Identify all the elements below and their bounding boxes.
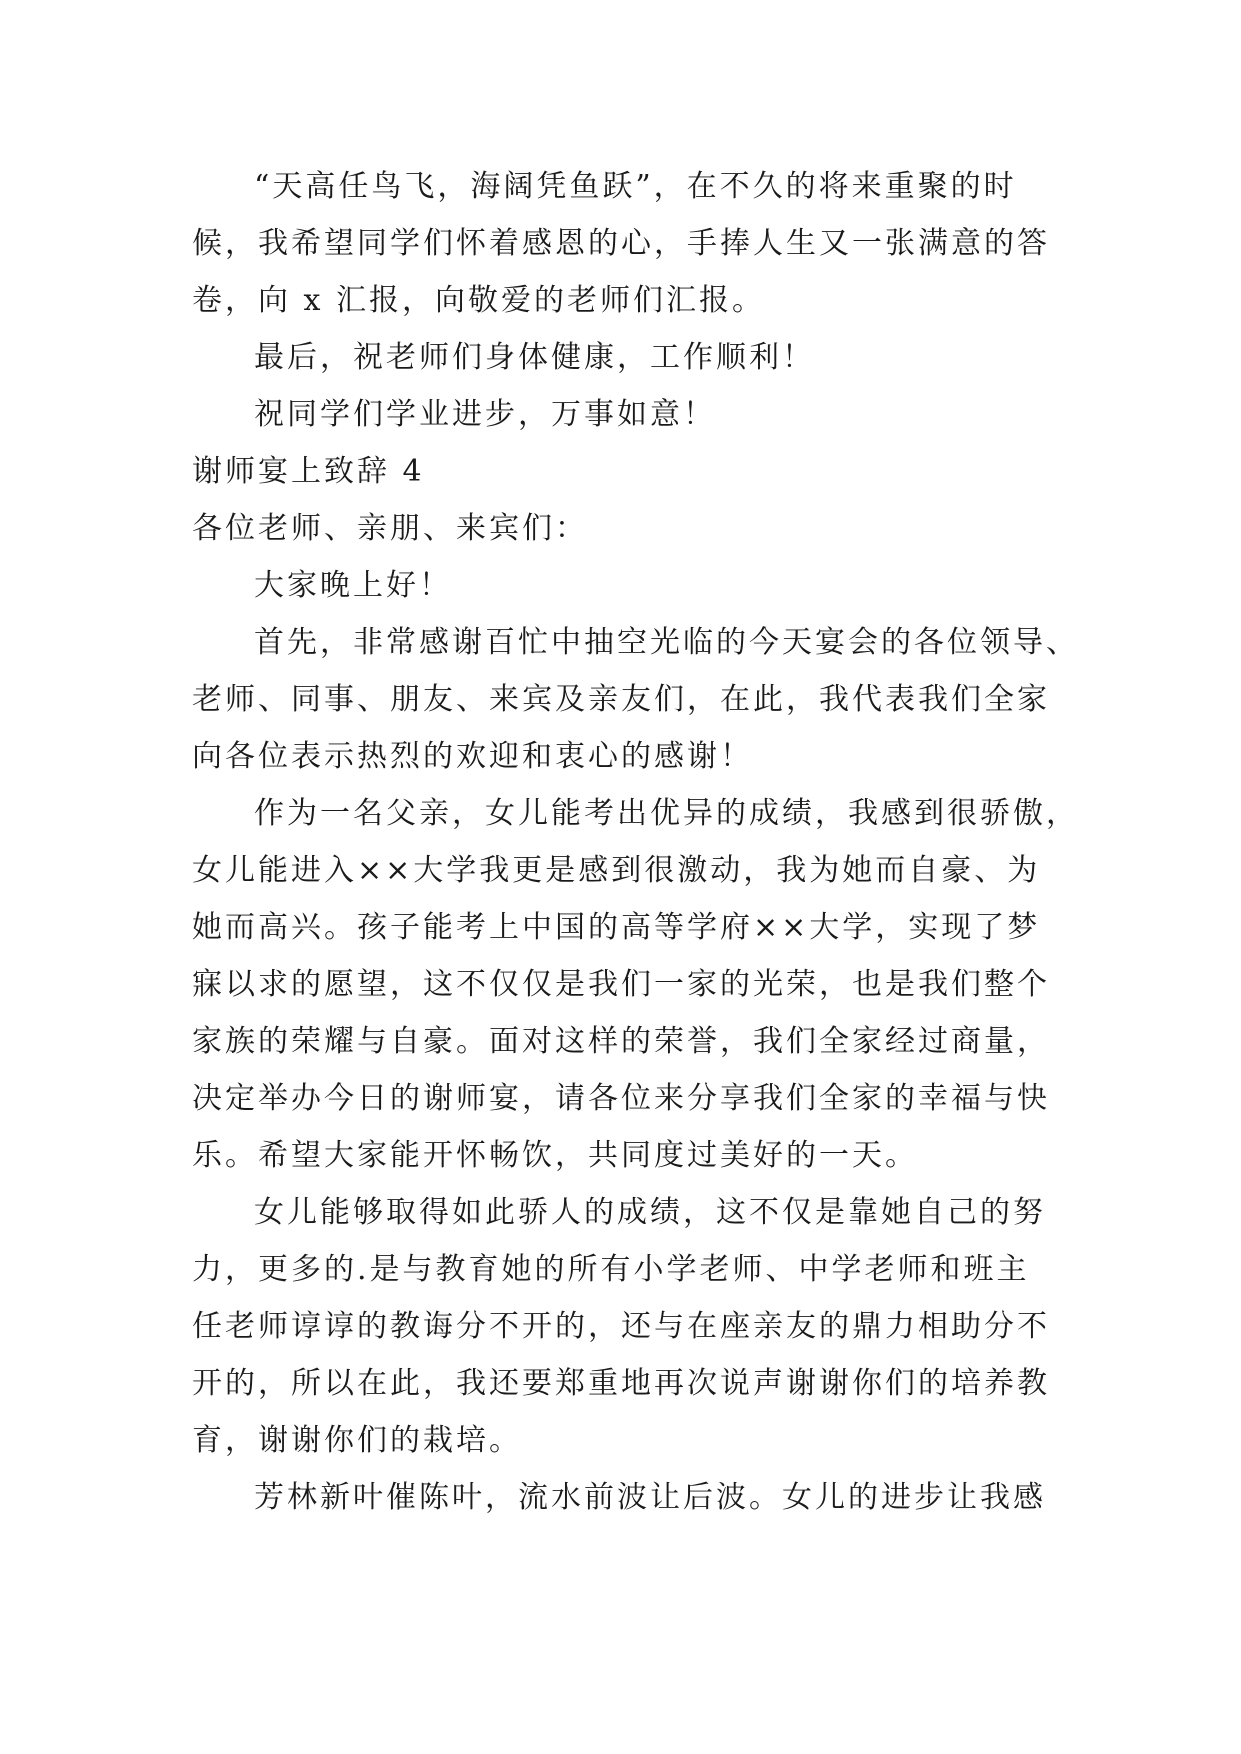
paragraph-line: 向各位表示热烈的欢迎和衷心的感谢！ (192, 739, 753, 774)
paragraph-line: 女儿能够取得如此骄人的成绩，这不仅是靠她自己的努 (254, 1195, 1046, 1230)
paragraph-line: 开的，所以在此，我还要郑重地再次说声谢谢你们的培养教 (192, 1366, 1050, 1401)
paragraph-line: 卷，向 x 汇报，向敬爱的老师们汇报。 (192, 283, 765, 318)
salutation: 各位老师、亲朋、来宾们： (192, 511, 588, 546)
paragraph-line: 大家晚上好！ (254, 568, 452, 603)
paragraph-line: 家族的荣耀与自豪。面对这样的荣誉，我们全家经过商量， (192, 1024, 1050, 1059)
paragraph-line: 任老师谆谆的教诲分不开的，还与在座亲友的鼎力相助分不 (192, 1309, 1050, 1344)
paragraph-line: 决定举办今日的谢师宴，请各位来分享我们全家的幸福与快 (192, 1081, 1050, 1116)
paragraph-line: 女儿能进入××大学我更是感到很激动，我为她而自豪、为 (192, 853, 1041, 888)
paragraph-line: 祝同学们学业进步，万事如意！ (254, 397, 716, 432)
paragraph-line: 作为一名父亲，女儿能考出优异的成绩，我感到很骄傲， (254, 796, 1079, 831)
paragraph-line: 寐以求的愿望，这不仅仅是我们一家的光荣，也是我们整个 (192, 967, 1050, 1002)
paragraph-line: “天高任鸟飞，海阔凭鱼跃”，在不久的将来重聚的时 (254, 169, 1017, 204)
document-page (192, 158, 1079, 1526)
paragraph-line: 育，谢谢你们的栽培。 (192, 1423, 522, 1458)
section-heading: 谢师宴上致辞 4 (192, 454, 425, 489)
paragraph-line: 老师、同事、朋友、来宾及亲友们，在此，我代表我们全家 (192, 682, 1050, 717)
paragraph-line: 乐。希望大家能开怀畅饮，共同度过美好的一天。 (192, 1138, 918, 1173)
paragraph-line: 芳林新叶催陈叶，流水前波让后波。女儿的进步让我感 (254, 1480, 1046, 1515)
paragraph-line: 她而高兴。孩子能考上中国的高等学府××大学，实现了梦 (192, 910, 1041, 945)
paragraph-line: 首先，非常感谢百忙中抽空光临的今天宴会的各位领导、 (254, 625, 1079, 660)
paragraph-line: 最后，祝老师们身体健康，工作顺利！ (254, 340, 815, 375)
paragraph-line: 力，更多的.是与教育她的所有小学老师、中学老师和班主 (192, 1252, 1030, 1287)
paragraph-line: 候，我希望同学们怀着感恩的心，手捧人生又一张满意的答 (192, 226, 1050, 261)
